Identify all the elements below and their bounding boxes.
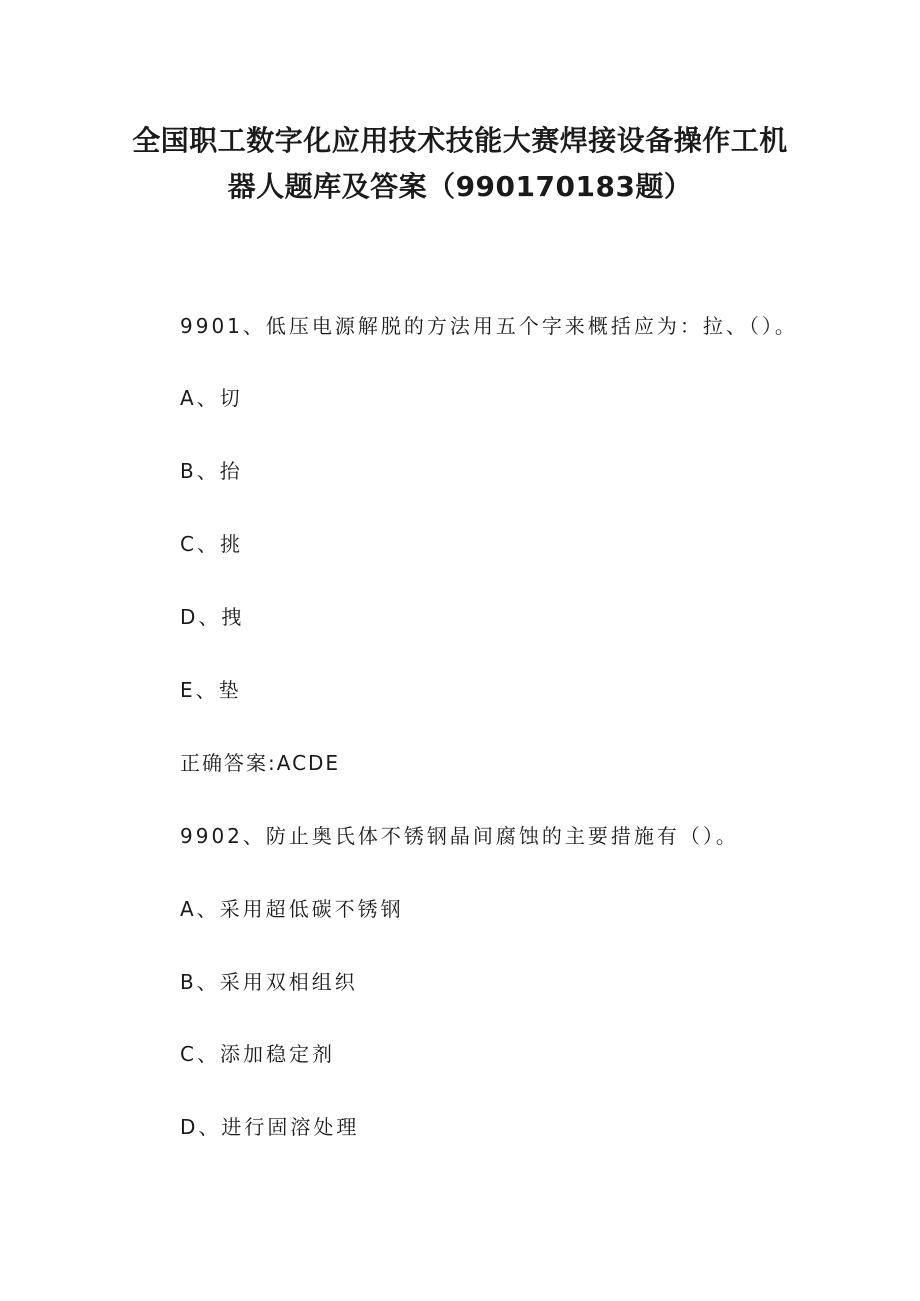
title-line-1: 全国职工数字化应用技术技能大赛焊接设备操作工机	[132, 124, 788, 157]
option-d: D、拽	[180, 605, 245, 629]
option-e: E、垫	[180, 678, 242, 702]
question-stem-9901: 9901、低压电源解脱的方法用五个字来概括应为：拉、（）。	[180, 314, 798, 338]
correct-answer: 正确答案:ACDE	[180, 751, 341, 775]
option-b: B、采用双相组织	[180, 970, 358, 994]
question-stem-9902: 9902、防止奥氏体不锈钢晶间腐蚀的主要措施有（）。	[180, 824, 739, 848]
option-a: A、切	[180, 386, 243, 410]
option-c: C、挑	[180, 532, 243, 556]
option-d: D、进行固溶处理	[180, 1115, 360, 1139]
option-c: C、添加稳定剂	[180, 1042, 335, 1066]
document-title	[80, 118, 840, 210]
title-line-2: 器人题库及答案（990170183题）	[227, 170, 693, 203]
option-a: A、采用超低碳不锈钢	[180, 897, 404, 921]
option-b: B、抬	[180, 459, 243, 483]
